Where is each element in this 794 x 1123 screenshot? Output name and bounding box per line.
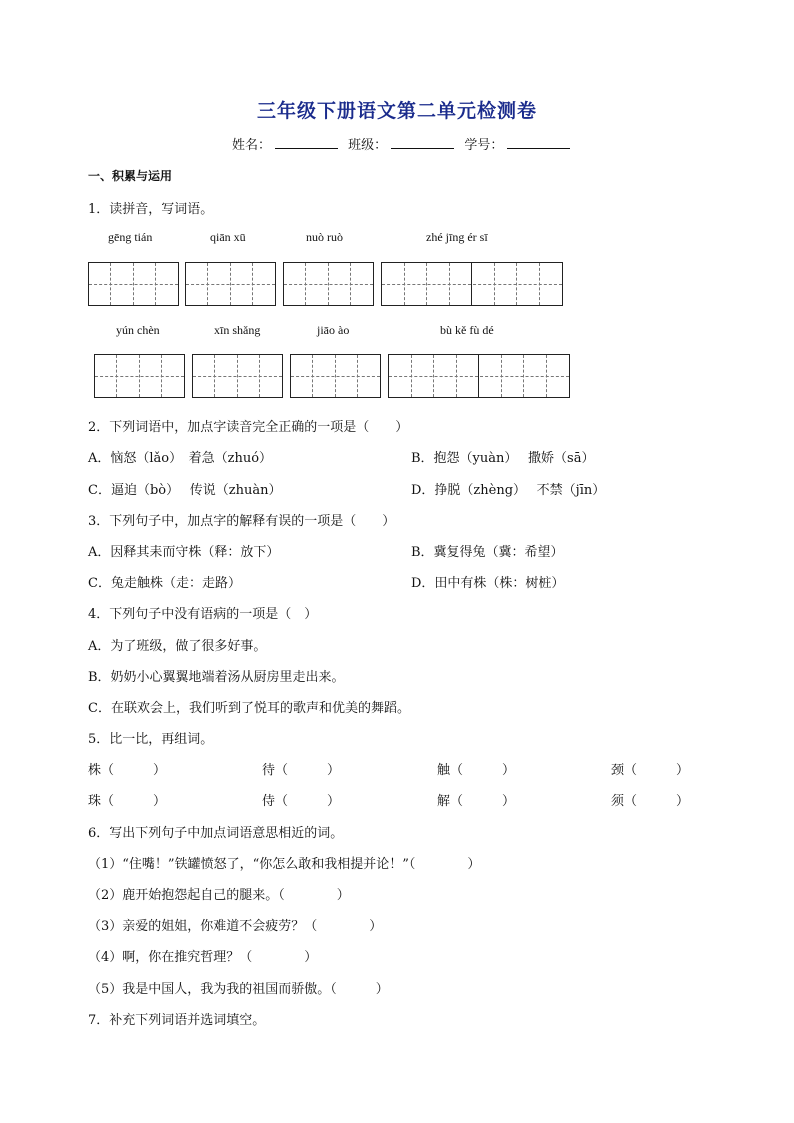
q4-prompt: 4．下列句子中没有语病的一项是（ ） — [88, 607, 318, 622]
pinyin-label: gēng tián — [108, 230, 153, 244]
writing-grid[interactable] — [388, 354, 570, 398]
writing-grid[interactable] — [283, 262, 374, 306]
q2-prompt: 2．下列词语中，加点字读音完全正确的一项是（ ） — [88, 420, 409, 435]
pinyin-label: zhé jīng ér sī — [426, 230, 488, 244]
q2-option-d: D．挣脱（zhèng） 不禁（jīn） — [411, 483, 606, 498]
q6-item: （2）鹿开始抱怨起自己的腿来。（ ） — [88, 888, 350, 903]
q2-option-c: C．逼迫（bò） 传说（zhuàn） — [88, 483, 282, 498]
name-label: 姓名： — [232, 138, 272, 153]
compare-word-item: 解（ ） — [437, 794, 516, 809]
pinyin-label: nuò ruò — [306, 230, 343, 244]
compare-word-item: 珠（ ） — [88, 794, 167, 809]
name-blank[interactable] — [275, 136, 338, 149]
writing-grid[interactable] — [290, 354, 381, 398]
q4-option-b: B．奶奶小心翼翼地端着汤从厨房里走出来。 — [88, 670, 345, 685]
compare-word-item: 株（ ） — [88, 763, 167, 778]
pinyin-label: jiāo ào — [317, 323, 350, 337]
writing-grid[interactable] — [185, 262, 276, 306]
q1-prompt: 1．读拼音，写词语。 — [88, 202, 214, 217]
compare-word-item: 触（ ） — [437, 763, 516, 778]
q4-option-a: A．为了班级，做了很多好事。 — [88, 639, 267, 654]
q2-option-b: B．抱怨（yuàn） 撒娇（sā） — [411, 451, 595, 466]
class-label: 班级： — [348, 138, 388, 153]
q6-item: （4）啊，你在推究哲理？（ ） — [88, 950, 318, 965]
compare-word-item: 颈（ ） — [611, 763, 690, 778]
id-blank[interactable] — [507, 136, 570, 149]
q6-item: （1）“住嘴！”铁罐愤怒了，“你怎么敢和我相提并论！”（ ） — [88, 857, 481, 872]
writing-grid[interactable] — [381, 262, 563, 306]
compare-word-item: 待（ ） — [262, 763, 341, 778]
q6-item: （3）亲爱的姐姐，你难道不会疲劳？（ ） — [88, 919, 383, 934]
compare-word-item: 侍（ ） — [262, 794, 341, 809]
pinyin-label: qiān xū — [210, 230, 246, 244]
class-blank[interactable] — [391, 136, 454, 149]
page-title: 三年级下册语文第二单元检测卷 — [256, 100, 537, 122]
pinyin-label: xīn shǎng — [214, 323, 261, 337]
compare-word-item: 须（ ） — [611, 794, 690, 809]
q7-prompt: 7．补充下列词语并选词填空。 — [88, 1013, 266, 1028]
writing-grid[interactable] — [94, 354, 185, 398]
pinyin-label: bù kě fù dé — [440, 323, 494, 337]
student-info-line — [232, 134, 576, 153]
q5-prompt: 5．比一比，再组词。 — [88, 732, 214, 747]
q3-prompt: 3．下列句子中，加点字的解释有误的一项是（ ） — [88, 514, 396, 529]
q6-prompt: 6．写出下列句子中加点词语意思相近的词。 — [88, 826, 344, 841]
section-heading: 一、积累与运用 — [88, 169, 173, 183]
writing-grid[interactable] — [88, 262, 179, 306]
q3-option-a: A．因释其耒而守株（释：放下） — [88, 545, 280, 560]
q2-option-a: A．恼怒（lǎo） 着急（zhuó） — [88, 451, 273, 466]
q6-item: （5）我是中国人，我为我的祖国而骄傲。（ ） — [88, 982, 389, 997]
pinyin-label: yún chèn — [116, 323, 160, 337]
writing-grid[interactable] — [192, 354, 283, 398]
q3-option-c: C．兔走触株（走：走路） — [88, 576, 241, 591]
q4-option-c: C．在联欢会上，我们听到了悦耳的歌声和优美的舞蹈。 — [88, 701, 410, 716]
id-label: 学号： — [464, 138, 504, 153]
q3-option-b: B．冀复得兔（冀：希望） — [411, 545, 564, 560]
q3-option-d: D．田中有株（株：树桩） — [411, 576, 565, 591]
